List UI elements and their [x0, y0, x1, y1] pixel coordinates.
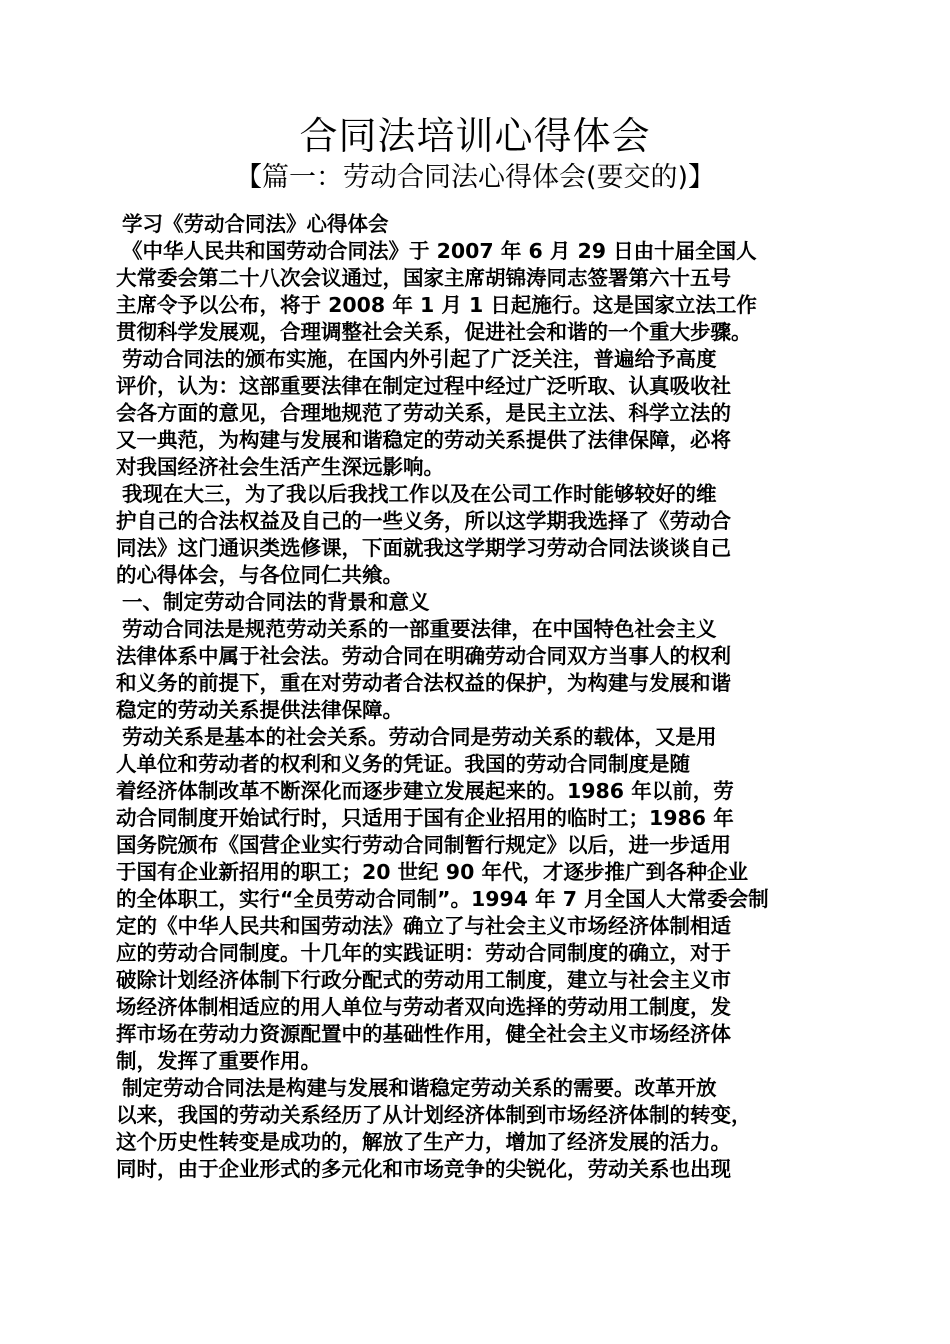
body-line: 制定劳动合同法是构建与发展和谐稳定劳动关系的需要。改革开放: [122, 1076, 717, 1100]
body-line: 同法》这门通识类选修课，下面就我这学期学习劳动合同法谈谈自己: [116, 536, 731, 560]
body-line: 一、制定劳动合同法的背景和意义: [122, 590, 430, 614]
body-line: 评价，认为：这部重要法律在制定过程中经过广泛听取、认真吸收社: [116, 374, 731, 398]
body-line: 国务院颁布《国营企业实行劳动合同制暂行规定》以后，进一步适用: [116, 833, 731, 857]
document-subtitle: 【篇一：劳动合同法心得体会(要交的)】: [234, 162, 716, 193]
body-line: 稳定的劳动关系提供法律保障。: [116, 698, 403, 722]
body-line: 又一典范，为构建与发展和谐稳定的劳动关系提供了法律保障，必将: [116, 428, 731, 452]
body-line: 于国有企业新招用的职工；20 世纪 90 年代，才逐步推广到各种企业: [116, 860, 748, 884]
body-line: 以来，我国的劳动关系经历了从计划经济体制到市场经济体制的转变，: [116, 1103, 752, 1127]
body-line: 和义务的前提下，重在对劳动者合法权益的保护，为构建与发展和谐: [116, 671, 731, 695]
body-line: 挥市场在劳动力资源配置中的基础性作用，健全社会主义市场经济体: [116, 1022, 731, 1046]
body-line: 动合同制度开始试行时，只适用于国有企业招用的临时工；1986 年: [116, 806, 734, 830]
body-line: 劳动合同法是规范劳动关系的一部重要法律，在中国特色社会主义: [122, 617, 717, 641]
document-title: 合同法培训心得体会: [299, 114, 651, 158]
body-line: 制，发挥了重要作用。: [116, 1049, 321, 1073]
body-line: 定的《中华人民共和国劳动法》确立了与社会主义市场经济体制相适: [116, 914, 731, 938]
body-line: 人单位和劳动者的权利和义务的凭证。我国的劳动合同制度是随: [116, 752, 690, 776]
document-body: [116, 211, 850, 1183]
body-line: 对我国经济社会生活产生深远影响。: [116, 455, 444, 479]
body-line: 应的劳动合同制度。十几年的实践证明：劳动合同制度的确立，对于: [116, 941, 731, 965]
body-line: 法律体系中属于社会法。劳动合同在明确劳动合同双方当事人的权利: [116, 644, 731, 668]
body-line: 大常委会第二十八次会议通过，国家主席胡锦涛同志签署第六十五号: [116, 266, 731, 290]
body-line: 的心得体会，与各位同仁共飨。: [116, 563, 403, 587]
body-line: 破除计划经济体制下行政分配式的劳动用工制度，建立与社会主义市: [116, 968, 731, 992]
body-line: 劳动关系是基本的社会关系。劳动合同是劳动关系的载体，又是用: [122, 725, 717, 749]
body-line: 护自己的合法权益及自己的一些义务，所以这学期我选择了《劳动合: [116, 509, 731, 533]
body-line: 场经济体制相适应的用人单位与劳动者双向选择的劳动用工制度，发: [116, 995, 731, 1019]
body-line: 学习《劳动合同法》心得体会: [122, 212, 389, 236]
body-line: 这个历史性转变是成功的，解放了生产力，增加了经济发展的活力。: [116, 1130, 731, 1154]
body-line: 的全体职工，实行“全员劳动合同制”。1994 年 7 月全国人大常委会制: [116, 887, 769, 911]
body-line: 贯彻科学发展观，合理调整社会关系，促进社会和谐的一个重大步骤。: [116, 320, 752, 344]
body-line: 《中华人民共和国劳动合同法》于 2007 年 6 月 29 日由十届全国人: [122, 239, 757, 263]
body-line: 同时，由于企业形式的多元化和市场竞争的尖锐化，劳动关系也出现: [116, 1157, 731, 1181]
body-line: 主席令予以公布，将于 2008 年 1 月 1 日起施行。这是国家立法工作: [116, 293, 757, 317]
body-line: 劳动合同法的颁布实施，在国内外引起了广泛关注，普遍给予高度: [122, 347, 717, 371]
body-line: 会各方面的意见，合理地规范了劳动关系，是民主立法、科学立法的: [116, 401, 731, 425]
body-line: 着经济体制改革不断深化而逐步建立发展起来的。1986 年以前，劳: [116, 779, 734, 803]
body-line: 我现在大三，为了我以后我找工作以及在公司工作时能够较好的维: [122, 482, 717, 506]
